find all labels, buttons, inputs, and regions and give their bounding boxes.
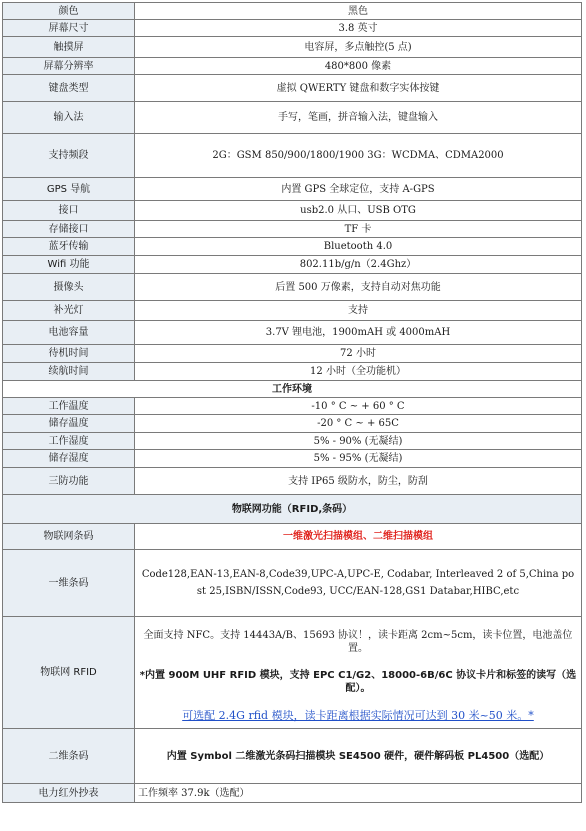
spec-value: TF 卡	[135, 221, 582, 238]
spec-label: 三防功能	[3, 468, 135, 495]
spec-row	[3, 134, 582, 178]
spec-label: 电力红外抄表	[3, 784, 135, 803]
spec-value-highlight: 一维激光扫描模组、二维扫描模组	[135, 524, 582, 550]
spec-value: 工作频率 37.9k（选配）	[135, 784, 582, 803]
spec-row	[3, 256, 582, 274]
spec-value: 3.7V 锂电池，1900mAH 或 4000mAH	[135, 321, 582, 345]
spec-label: Wifi 功能	[3, 256, 135, 274]
spec-row-rfid	[3, 617, 582, 729]
spec-table	[2, 2, 582, 803]
spec-label: 摄像头	[3, 274, 135, 301]
spec-value: 黑色	[135, 3, 582, 20]
spec-row	[3, 345, 582, 363]
spec-label: 续航时间	[3, 363, 135, 381]
spec-row	[3, 468, 582, 495]
spec-value: 12 小时（全功能机）	[135, 363, 582, 381]
spec-row	[3, 524, 582, 550]
spec-value: 手写，笔画，拼音输入法，键盘输入	[135, 102, 582, 134]
spec-row	[3, 450, 582, 468]
spec-row	[3, 37, 582, 58]
spec-row	[3, 301, 582, 321]
spec-row	[3, 398, 582, 415]
spec-label: 物联网 RFID	[3, 617, 135, 729]
spec-value: 内置 Symbol 二维激光条码扫描模块 SE4500 硬件，硬件解码板 PL4500（选配）	[135, 729, 582, 784]
spec-label: 屏幕尺寸	[3, 20, 135, 37]
spec-row	[3, 729, 582, 784]
spec-row	[3, 550, 582, 617]
section-heading-iot: 物联网功能（RFID,条码）	[3, 495, 582, 524]
rfid-uhf-text: *内置 900M UHF RFID 模块，支持 EPC C1/G2、18000-6B/6C 协议卡片和标签的读写（选配）。	[139, 670, 577, 694]
spec-label: 物联网条码	[3, 524, 135, 550]
spec-value: usb2.0 从口、USB OTG	[135, 201, 582, 221]
spec-value: 电容屏，多点触控(5 点)	[135, 37, 582, 58]
spec-value: 支持	[135, 301, 582, 321]
spec-value: 5% - 90% (无凝结)	[135, 433, 582, 450]
section-row	[3, 495, 582, 524]
spec-value: 5% - 95% (无凝结)	[135, 450, 582, 468]
spec-value: Bluetooth 4.0	[135, 238, 582, 256]
rfid-24g-link[interactable]: 可选配 2.4G rfid 模块，读卡距离根据实际情况可达到 30 米~50 米。*	[182, 709, 534, 722]
spec-value: 内置 GPS 全球定位，支持 A-GPS	[135, 178, 582, 201]
spec-row	[3, 58, 582, 75]
spec-value: 后置 500 万像素，支持自动对焦功能	[135, 274, 582, 301]
spec-label: 工作湿度	[3, 433, 135, 450]
spec-row	[3, 238, 582, 256]
spec-row	[3, 201, 582, 221]
spec-label: 工作温度	[3, 398, 135, 415]
spec-label: 屏幕分辨率	[3, 58, 135, 75]
spec-row	[3, 102, 582, 134]
spec-row	[3, 784, 582, 803]
spec-row	[3, 3, 582, 20]
spec-row	[3, 363, 582, 381]
spec-row	[3, 20, 582, 37]
spec-label: 接口	[3, 201, 135, 221]
spec-label: 颜色	[3, 3, 135, 20]
spec-value: -20 ° C ~ + 65C	[135, 415, 582, 433]
spec-label: 电池容量	[3, 321, 135, 345]
spec-label: 待机时间	[3, 345, 135, 363]
spec-value: 3.8 英寸	[135, 20, 582, 37]
spec-label: 储存温度	[3, 415, 135, 433]
spec-row	[3, 321, 582, 345]
spec-label: 触摸屏	[3, 37, 135, 58]
section-heading-environment: 工作环境	[3, 381, 582, 398]
spec-label: 二维条码	[3, 729, 135, 784]
spec-label: 输入法	[3, 102, 135, 134]
spec-value: 虚拟 QWERTY 键盘和数字实体按键	[135, 75, 582, 102]
spec-label: 存储接口	[3, 221, 135, 238]
spec-label: 支持频段	[3, 134, 135, 178]
spec-label: GPS 导航	[3, 178, 135, 201]
spec-row	[3, 221, 582, 238]
spec-row	[3, 75, 582, 102]
spec-value: 2G：GSM 850/900/1800/1900 3G：WCDMA、CDMA2000	[135, 134, 582, 178]
spec-value: 480*800 像素	[135, 58, 582, 75]
spec-value: 802.11b/g/n（2.4Ghz）	[135, 256, 582, 274]
spec-label: 蓝牙传输	[3, 238, 135, 256]
spec-label: 储存湿度	[3, 450, 135, 468]
spec-label: 补光灯	[3, 301, 135, 321]
rfid-value	[135, 617, 582, 729]
spec-value: 支持 IP65 级防水，防尘，防刮	[135, 468, 582, 495]
spec-value: 72 小时	[135, 345, 582, 363]
section-row	[3, 381, 582, 398]
rfid-nfc-text: 全面支持 NFC。支持 14443A/B、15693 协议！，读卡距离 2cm~5cm，读卡位置，电池盖位置。	[143, 630, 573, 654]
spec-value: -10 ° C ~ + 60 ° C	[135, 398, 582, 415]
spec-label: 一维条码	[3, 550, 135, 617]
spec-row	[3, 415, 582, 433]
spec-row	[3, 178, 582, 201]
spec-value: Code128,EAN-13,EAN-8,Code39,UPC-A,UPC-E, Codabar, Interleaved 2 of 5,China post 25,ISBN/ISSN,Code93, UCC/EAN-128,GS1 Databar,HIBC,etc	[135, 550, 582, 617]
spec-label: 键盘类型	[3, 75, 135, 102]
spec-row	[3, 433, 582, 450]
spec-row	[3, 274, 582, 301]
